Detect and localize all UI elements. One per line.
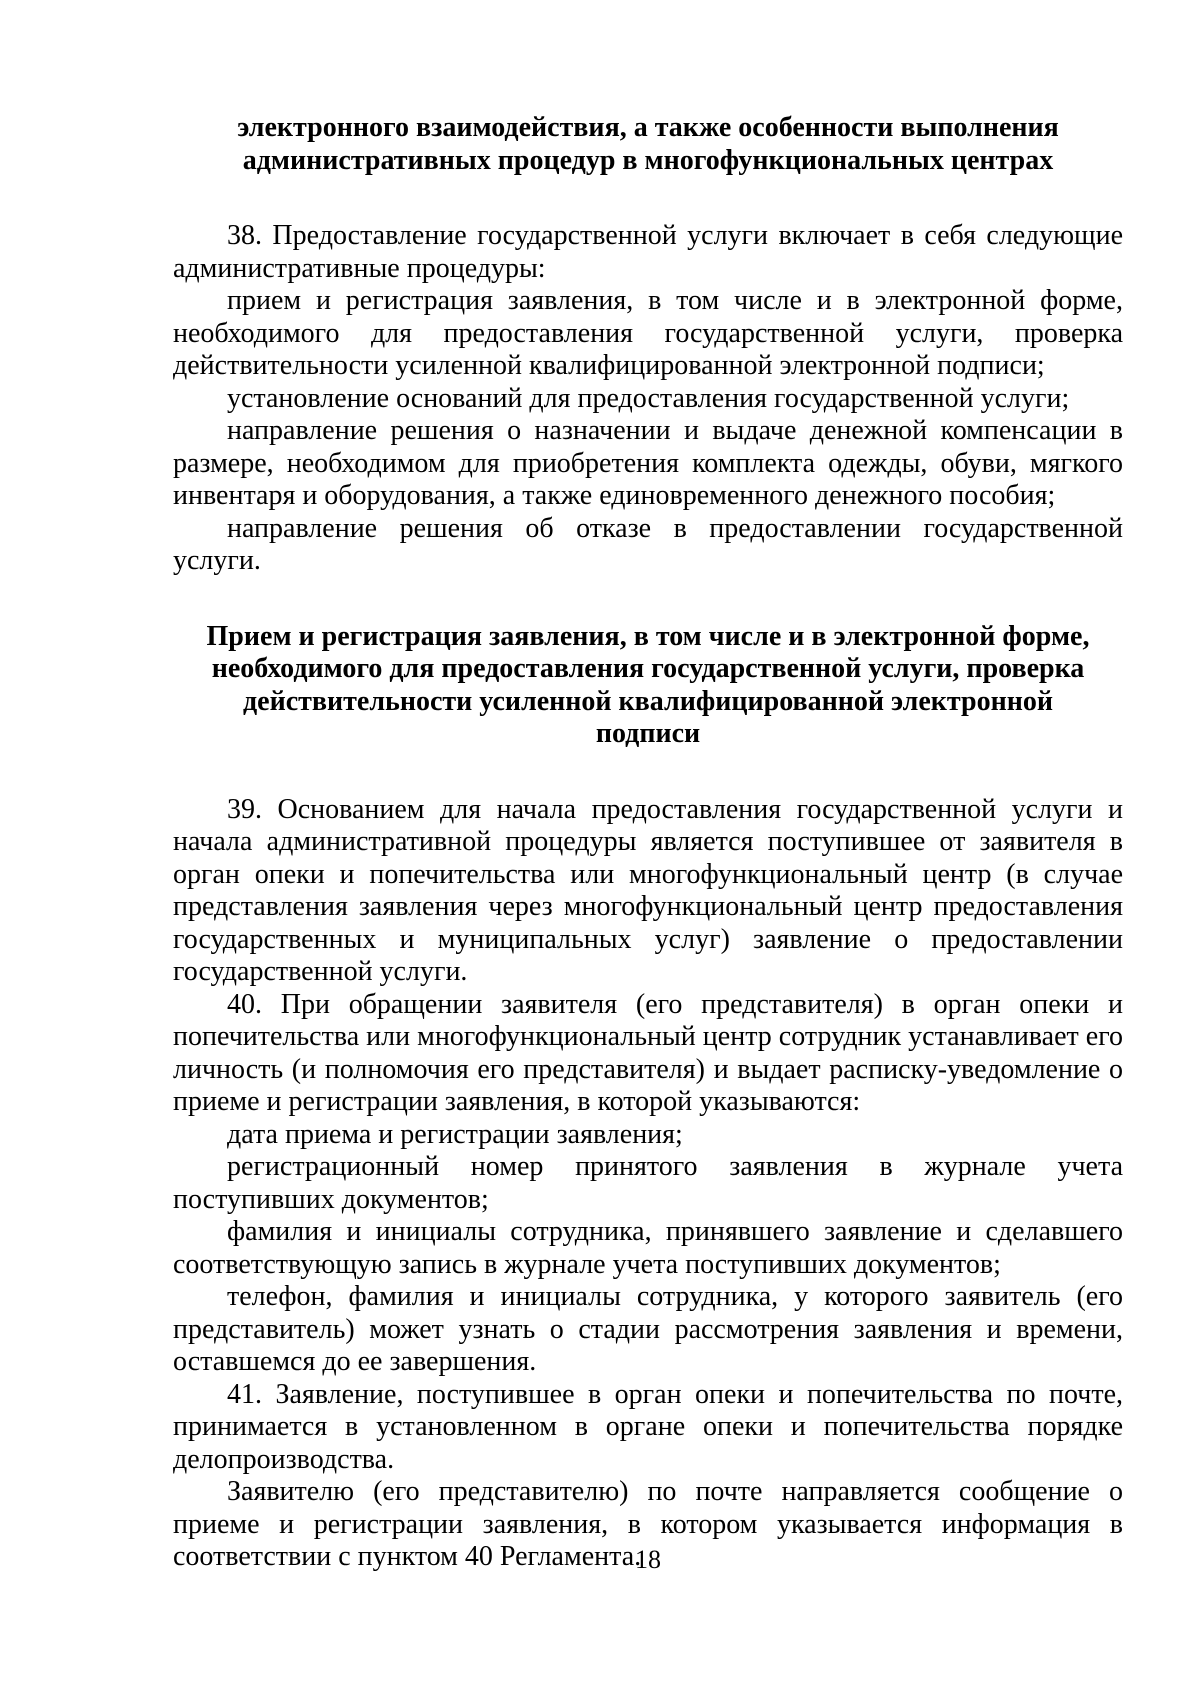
paragraph-notification: Заявителю (его представителю) по почте направляется сообщение о приеме и регистрации заявления, в котором указывается информация в соответствии с пунктом 40 Регламента.: [173, 1476, 1123, 1572]
paragraph-38: 38. Предоставление государственной услуги включает в себя следующие административные процедуры:: [173, 220, 1123, 284]
subsection-heading: Прием и регистрация заявления, в том числе и в электронной форме, необходимого для предоставления государственной услуги, проверка действительности усиленной квалифицированной электронной подписи: [206, 620, 1090, 749]
list-item-decision-refusal: направление решения об отказе в предоставлении государственной услуги.: [173, 512, 1123, 576]
list-item-employee-name: фамилия и инициалы сотрудника, принявшего заявление и сделавшего соответствующую запись в журнале учета поступивших документов;: [173, 1216, 1123, 1280]
paragraph-39: 39. Основанием для начала предоставления государственной услуги и начала административной процедуры является поступившее от заявителя в орган опеки и попечительства или многофункциональный центр (в случае представления заявления через многофункциональный центр предоставления государственных и муниципальных услуг) заявление о предоставлении государственной услуги.: [173, 793, 1123, 987]
paragraph-41: 41. Заявление, поступившее в орган опеки и попечительства по почте, принимается в установленном в органе опеки и попечительства порядке делопроизводства.: [173, 1378, 1123, 1475]
section-heading: электронного взаимодействия, а также особенности выполнения административных процедур в многофункциональных центрах: [237, 112, 1059, 176]
subsection-body: [173, 794, 1123, 1574]
page-number: 18: [635, 1545, 661, 1574]
list-item-decision-grant: направление решения о назначении и выдаче денежной компенсации в размере, необходимом для приобретения комплекта одежды, обуви, мягкого инвентаря и оборудования, а также единовременного денежного пособия;: [173, 415, 1123, 511]
document-page: [173, 112, 1123, 1574]
list-item-date: дата приема и регистрации заявления;: [227, 1118, 683, 1150]
paragraph-40: 40. При обращении заявителя (его представителя) в орган опеки и попечительства или многофункциональный центр сотрудник устанавливает его личность (и полномочия его представителя) и выдает расписку-уведомление о приеме и регистрации заявления, в которой указываются:: [173, 988, 1123, 1117]
list-item-reception: прием и регистрация заявления, в том числе и в электронной форме, необходимого для предоставления государственной услуги, проверка действительности усиленной квалифицированной электронной подписи;: [173, 285, 1123, 381]
section-body: [173, 220, 1123, 578]
list-item-registration-number: регистрационный номер принятого заявления в журнале учета поступивших документов;: [173, 1151, 1123, 1215]
list-item-grounds: установление оснований для предоставления государственной услуги;: [227, 382, 1070, 414]
list-item-contact-phone: телефон, фамилия и инициалы сотрудника, у которого заявитель (его представитель) может узнать о стадии рассмотрения заявления и времени, оставшемся до ее завершения.: [173, 1281, 1123, 1377]
